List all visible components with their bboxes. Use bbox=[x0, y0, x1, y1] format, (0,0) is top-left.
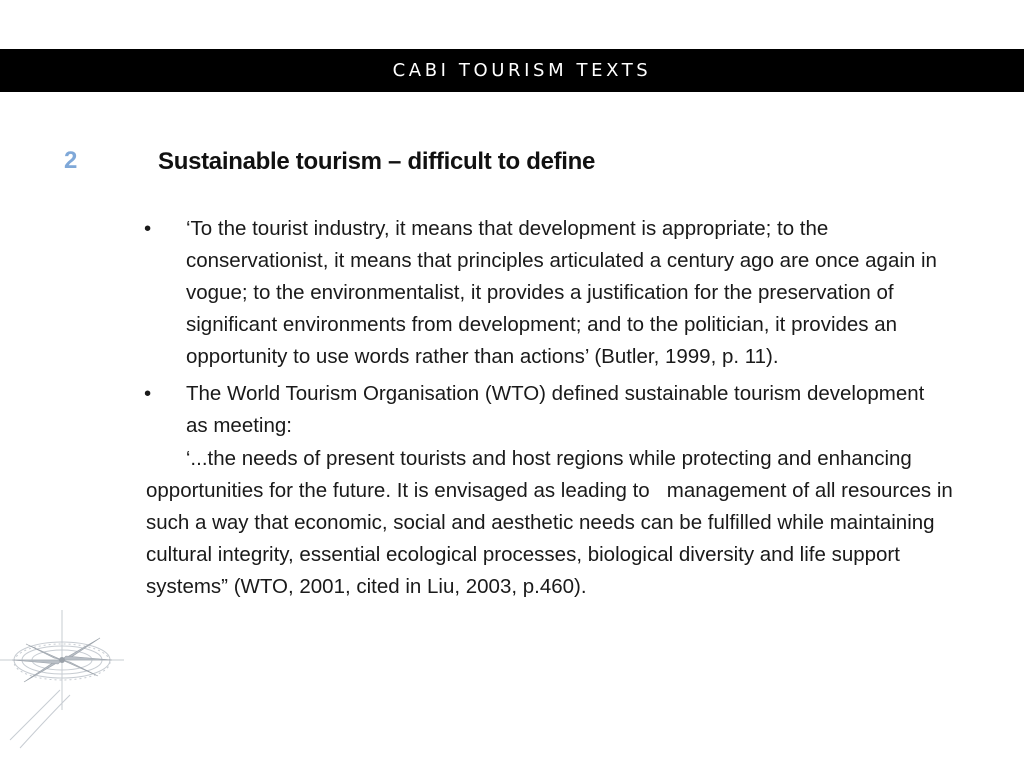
compass-rose-icon bbox=[0, 590, 140, 750]
banner-title: CABI TOURISM TEXTS bbox=[392, 60, 652, 81]
quote-text: ‘...the needs of present tourists and host regions while protecting and enhancing opportunities for the future. It is envisaged as leading to management of all resources in such a way that economic, social and aesthetic needs can be fulfilled while maintaining cultural integrity, essential ecological processes, biological diversity and life support systems” (WTO, 2001, cited in Liu, 2003, p.460). bbox=[146, 447, 959, 598]
slide-body bbox=[142, 213, 972, 603]
bullet-text: The World Tourism Organisation (WTO) defined sustainable tourism development as meeting: bbox=[186, 382, 925, 437]
slide-title: Sustainable tourism – difficult to define bbox=[158, 148, 596, 175]
bullet-marker: • bbox=[144, 217, 152, 240]
bullet-item bbox=[142, 378, 972, 442]
bullet-marker: • bbox=[144, 382, 152, 405]
bullet-text: ‘To the tourist industry, it means that development is appropriate; to the conservationist, it means that principles articulated a century ago are once again in vogue; to the environmentalist, it provides a justification for the preservation of significant environments from development; and to the politician, it provides an opportunity to use words rather than actions’ (Butler, 1999, p. 11). bbox=[186, 217, 937, 368]
bullet-item bbox=[142, 213, 972, 373]
header-banner bbox=[0, 49, 1024, 92]
slide-number: 2 bbox=[64, 147, 78, 174]
